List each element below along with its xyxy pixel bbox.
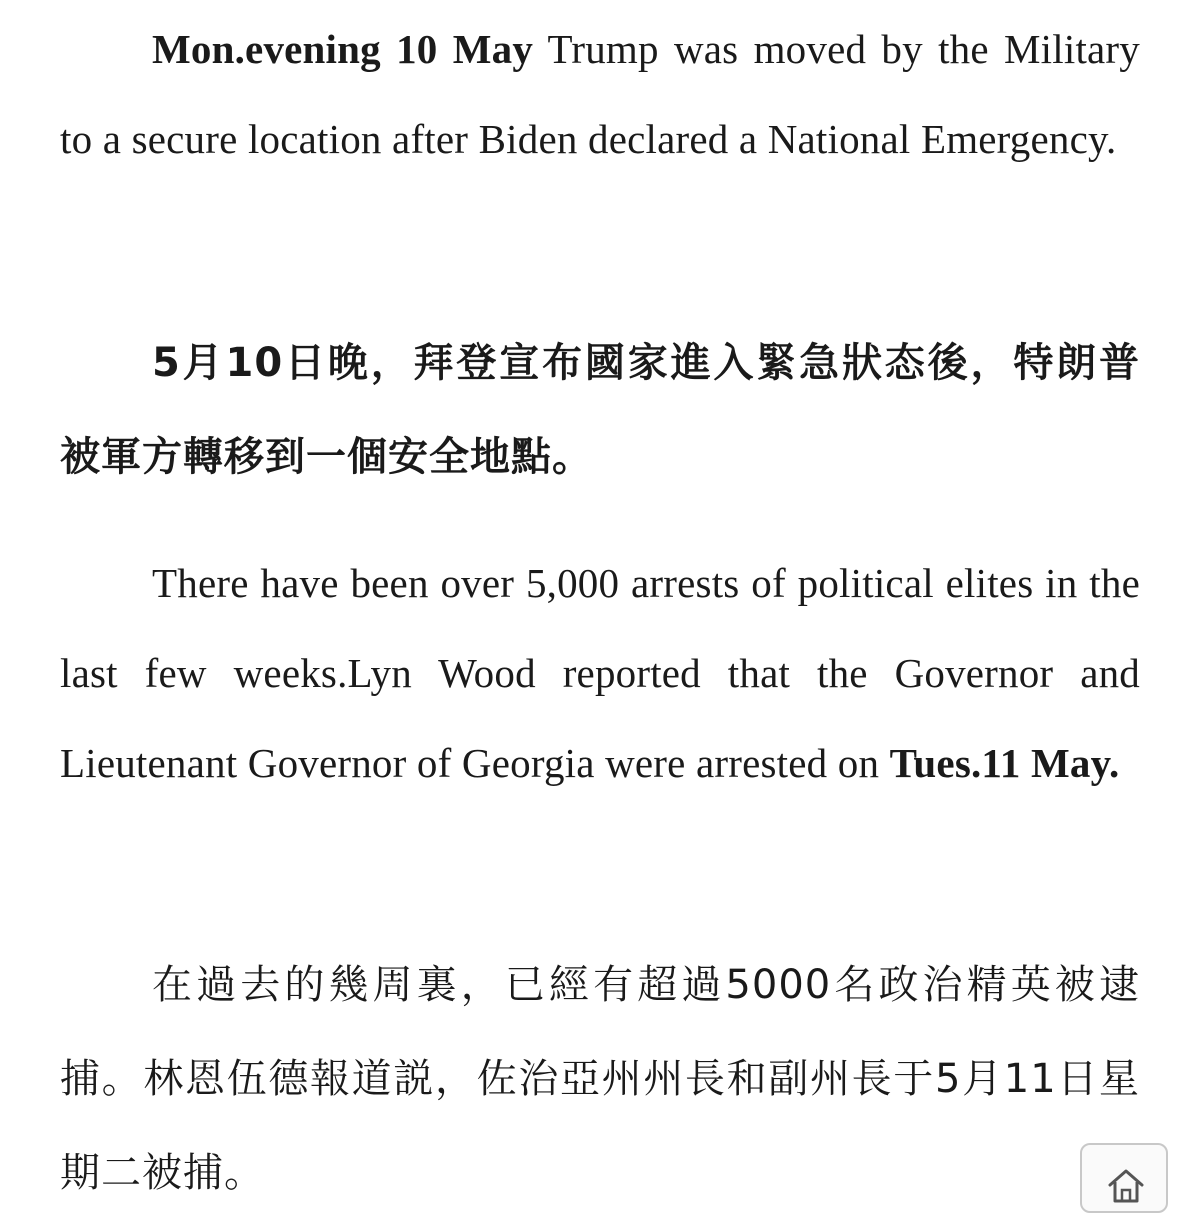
paragraph-arrests-zh: 在過去的幾周裏，已經有超過5000名政治精英被逮捕。林恩伍德報道説，佐治亞州州長和副州長于5月11日星期二被捕。 <box>60 962 1140 1196</box>
paragraph-text: There have been over 5,000 arrests of political elites in the last few weeks.Lyn Wood reported that the Governor and Lieutenant Governor of Georgia were arrested on <box>60 560 1140 786</box>
paragraph-trump-moved-zh: 5月10日晚，拜登宣布國家進入緊急狀态後，特朗普被軍方轉移到一個安全地點。 <box>60 340 1140 480</box>
date-lead-bold: Mon.evening 10 May <box>152 26 534 72</box>
date-tail-bold: Tues.11 May. <box>889 740 1120 786</box>
paragraph-text: Trump was moved by the Military to a secure location after Biden declared a National Emergency. <box>60 26 1140 162</box>
home-icon <box>1106 1167 1146 1203</box>
paragraph-trump-moved-en <box>60 4 1140 184</box>
home-button[interactable] <box>1080 1143 1168 1213</box>
paragraph-arrests-en <box>60 538 1140 808</box>
